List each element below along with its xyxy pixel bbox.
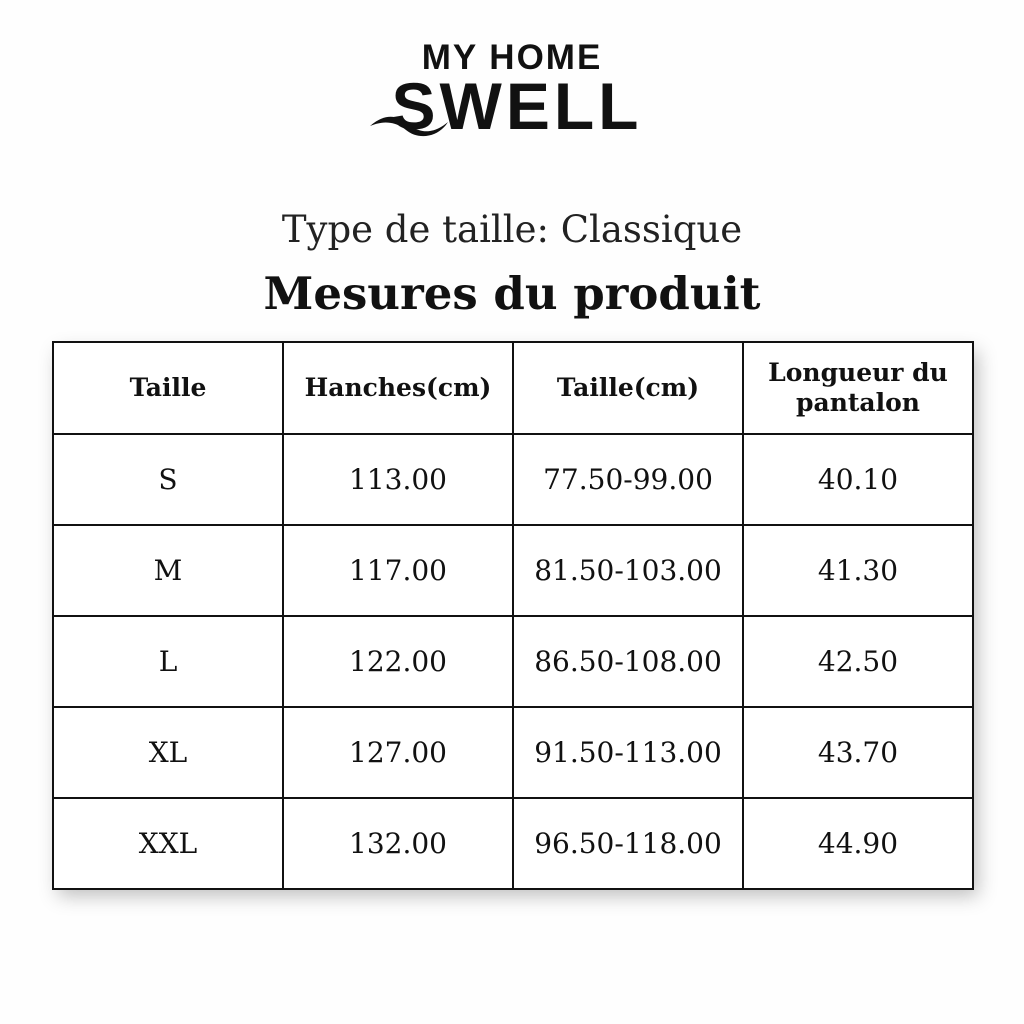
brand-line-2-wrap bbox=[382, 69, 643, 143]
table-cell: 127.00 bbox=[283, 707, 513, 798]
table-cell: XL bbox=[53, 707, 283, 798]
table-header-row bbox=[53, 342, 973, 434]
table-cell: 40.10 bbox=[743, 434, 973, 525]
table-cell: 132.00 bbox=[283, 798, 513, 889]
column-header-size: Taille bbox=[53, 342, 283, 434]
column-header-waist: Taille(cm) bbox=[513, 342, 743, 434]
page-title: Mesures du produit bbox=[263, 267, 761, 320]
table-cell: 81.50-103.00 bbox=[513, 525, 743, 616]
table-cell: 96.50-118.00 bbox=[513, 798, 743, 889]
size-table bbox=[52, 341, 974, 890]
size-table-container bbox=[52, 341, 972, 886]
column-header-pant-length: Longueur du pantalon bbox=[743, 342, 973, 434]
table-row bbox=[53, 707, 973, 798]
brand-logo bbox=[0, 38, 1024, 143]
table-row bbox=[53, 616, 973, 707]
table-row bbox=[53, 434, 973, 525]
table-row bbox=[53, 798, 973, 889]
table-cell: 113.00 bbox=[283, 434, 513, 525]
table-cell: 77.50-99.00 bbox=[513, 434, 743, 525]
table-cell: XXL bbox=[53, 798, 283, 889]
table-cell: 41.30 bbox=[743, 525, 973, 616]
table-cell: S bbox=[53, 434, 283, 525]
table-cell: 91.50-113.00 bbox=[513, 707, 743, 798]
table-row bbox=[53, 525, 973, 616]
brand-line-1: MY HOME bbox=[421, 38, 603, 77]
brand-line-2: SWELL bbox=[391, 69, 643, 143]
table-cell: 122.00 bbox=[283, 616, 513, 707]
table-cell: 86.50-108.00 bbox=[513, 616, 743, 707]
table-cell: M bbox=[53, 525, 283, 616]
column-header-hips: Hanches(cm) bbox=[283, 342, 513, 434]
size-type-subtitle: Type de taille: Classique bbox=[281, 208, 743, 251]
wave-icon bbox=[368, 108, 468, 138]
table-cell: 117.00 bbox=[283, 525, 513, 616]
table-cell: 43.70 bbox=[743, 707, 973, 798]
table-cell: 42.50 bbox=[743, 616, 973, 707]
table-cell: 44.90 bbox=[743, 798, 973, 889]
table-cell: L bbox=[53, 616, 283, 707]
